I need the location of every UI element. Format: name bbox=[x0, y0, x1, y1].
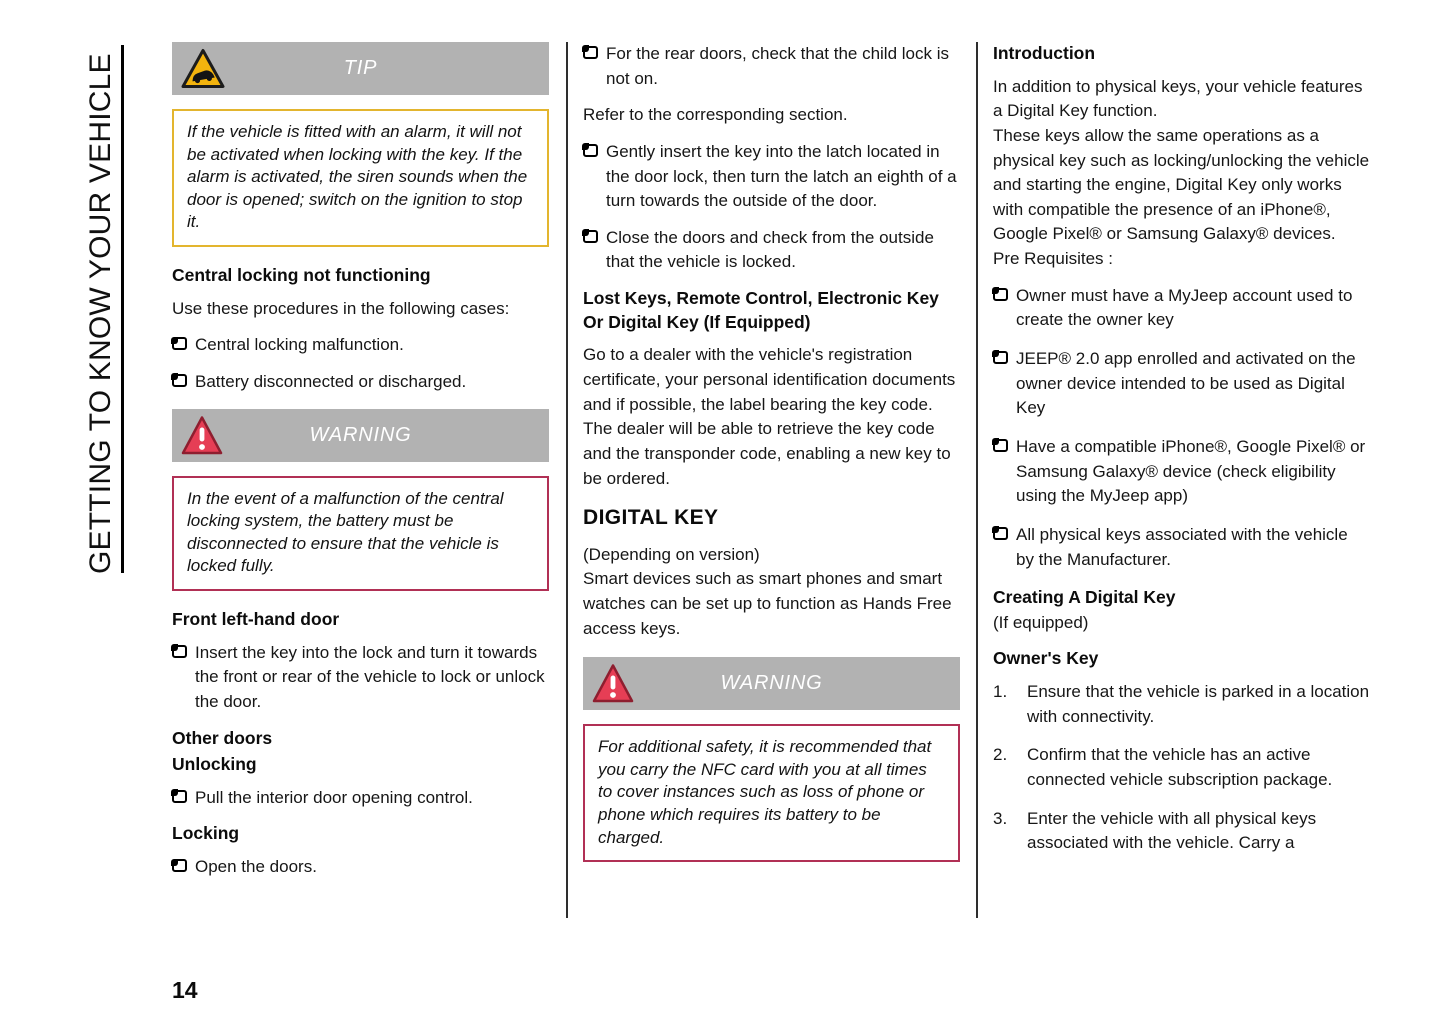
square-bullet-icon bbox=[993, 288, 1008, 301]
column-left bbox=[172, 42, 549, 892]
square-bullet-icon bbox=[172, 374, 187, 387]
para-dealer-1: Go to a dealer with the vehicle's registration certificate, your personal identification documents and if possible, the label bearing the key code. bbox=[583, 345, 956, 414]
list-item-jeep-app bbox=[993, 347, 1370, 421]
step-text: Confirm that the vehicle has an active connected vehicle subscription package. bbox=[1027, 745, 1333, 789]
list-item-text: Battery disconnected or discharged. bbox=[195, 371, 467, 391]
column-divider-left bbox=[566, 42, 568, 918]
list-item-text: All physical keys associated with the vehicle by the Manufacturer. bbox=[1016, 524, 1348, 569]
square-bullet-icon bbox=[172, 859, 187, 872]
warning-note-text: In the event of a malfunction of the central locking system, the battery must be disconnected to ensure that the vehicle is locked fully. bbox=[187, 488, 504, 576]
list-item-text: Central locking malfunction. bbox=[195, 335, 404, 355]
list-item-rear-doors bbox=[583, 42, 960, 91]
warning-banner-label: WARNING bbox=[309, 423, 412, 446]
list-item-open-doors bbox=[172, 855, 549, 880]
heading-creating-digital-key: Creating A Digital Key bbox=[993, 587, 1176, 608]
warning-note-box bbox=[172, 476, 549, 591]
square-bullet-icon bbox=[993, 351, 1008, 364]
list-item-text: JEEP® 2.0 app enrolled and activated on the owner device intended to be used as Digital Key bbox=[1016, 349, 1356, 418]
para-refer-section: Refer to the corresponding section. bbox=[583, 105, 848, 125]
para-intro-2: These keys allow the same operations as a physical key such as locking/unlocking the vehicle and starting the engine, Digital Key only works with compatible the presence of an iPhone®, Google Pixel® or Samsung Galaxy® devices. bbox=[993, 125, 1370, 244]
heading-introduction: Introduction bbox=[993, 43, 1096, 63]
tip-banner-label: TIP bbox=[343, 57, 378, 79]
tip-banner bbox=[172, 42, 549, 95]
list-item-text: Close the doors and check from the outside that the vehicle is locked. bbox=[606, 227, 934, 272]
heading-central-locking: Central locking not functioning bbox=[172, 265, 431, 286]
warning-note-box bbox=[583, 724, 960, 862]
column-right bbox=[993, 42, 1370, 870]
heading-locking: Locking bbox=[172, 823, 240, 844]
para-smart-devices: Smart devices such as smart phones and smart watches can be set up to function as Hands Free access keys. bbox=[583, 569, 952, 638]
para-use-procedures: Use these procedures in the following cases: bbox=[172, 298, 510, 318]
list-item-insert-key bbox=[172, 641, 549, 715]
list-item-all-keys bbox=[993, 523, 1370, 572]
column-divider-right bbox=[976, 42, 978, 918]
list-item-text: Have a compatible iPhone®, Google Pixel® or Samsung Galaxy® device (check eligibility using the MyJeep app) bbox=[1016, 436, 1366, 506]
warning-banner bbox=[583, 657, 960, 710]
square-bullet-icon bbox=[993, 527, 1008, 540]
step-text: Ensure that the vehicle is parked in a location with connectivity. bbox=[1027, 682, 1370, 726]
square-bullet-icon bbox=[583, 144, 598, 157]
warning-triangle-icon bbox=[181, 415, 223, 456]
square-bullet-icon bbox=[172, 645, 187, 658]
list-item-gently-insert bbox=[583, 140, 960, 214]
list-item-text: For the rear doors, check that the child lock is not on. bbox=[606, 44, 949, 88]
step-item-3 bbox=[993, 807, 1370, 856]
step-number: 2. bbox=[993, 745, 1008, 765]
page-number: 14 bbox=[172, 977, 198, 1003]
warning-banner bbox=[172, 409, 549, 462]
list-item-battery bbox=[172, 370, 549, 395]
list-item-central-malfunction bbox=[172, 333, 549, 358]
chapter-title-vertical: GETTING TO KNOW YOUR VEHICLE bbox=[84, 53, 117, 574]
step-item-2 bbox=[993, 743, 1370, 792]
list-item-pull-control bbox=[172, 786, 549, 811]
step-number: 1. bbox=[993, 682, 1008, 702]
heading-unlocking: Unlocking bbox=[172, 754, 257, 775]
column-middle bbox=[583, 42, 960, 879]
para-prerequisites: Pre Requisites : bbox=[993, 249, 1113, 269]
heading-digital-key: DIGITAL KEY bbox=[583, 506, 719, 530]
list-item-myjeep-account bbox=[993, 284, 1370, 333]
square-bullet-icon bbox=[172, 337, 187, 350]
list-item-compatible-device bbox=[993, 435, 1370, 509]
heading-lost-keys: Lost Keys, Remote Control, Electronic Key Or Digital Key (If Equipped) bbox=[583, 288, 939, 332]
tip-note-text: If the vehicle is fitted with an alarm, it will not be activated when locking with the key. If the alarm is activated, the siren sounds when the door is opened; switch on the ignition to stop it. bbox=[187, 122, 528, 232]
square-bullet-icon bbox=[172, 790, 187, 803]
list-item-text: Pull the interior door opening control. bbox=[195, 787, 473, 807]
step-item-1 bbox=[993, 680, 1370, 729]
list-item-text: Open the doors. bbox=[195, 857, 317, 877]
step-number: 3. bbox=[993, 808, 1008, 828]
warning-banner-label: WARNING bbox=[720, 672, 823, 695]
list-item-text: Insert the key into the lock and turn it towards the front or rear of the vehicle to lock or unlock the door. bbox=[195, 642, 545, 711]
chapter-title-rule bbox=[121, 45, 124, 573]
heading-owners-key: Owner's Key bbox=[993, 648, 1099, 669]
heading-front-door: Front left-hand door bbox=[172, 609, 340, 630]
tip-triangle-icon bbox=[181, 48, 225, 89]
step-text: Enter the vehicle with all physical keys associated with the vehicle. Carry a bbox=[1027, 808, 1317, 853]
warning-note-text: For additional safety, it is recommended that you carry the NFC card with you at all times to cover instances such as loss of phone or phone which requires its battery to be charged. bbox=[598, 737, 932, 847]
square-bullet-icon bbox=[583, 46, 598, 59]
heading-other-doors: Other doors bbox=[172, 727, 273, 748]
list-item-text: Owner must have a MyJeep account used to create the owner key bbox=[1016, 285, 1353, 330]
para-dealer-2: The dealer will be able to retrieve the key code and the transponder code, enabling a new key to be ordered. bbox=[583, 419, 951, 488]
square-bullet-icon bbox=[583, 230, 598, 243]
list-item-text: Gently insert the key into the latch located in the door lock, then turn the latch an eighth of a turn towards the outside of the door. bbox=[606, 141, 957, 211]
para-depending-version: (Depending on version) bbox=[583, 544, 760, 564]
warning-triangle-icon bbox=[592, 663, 634, 704]
tip-note-box bbox=[172, 109, 549, 247]
list-item-close-doors bbox=[583, 226, 960, 275]
para-if-equipped: (If equipped) bbox=[993, 612, 1089, 632]
para-intro-1: In addition to physical keys, your vehicle features a Digital Key function. bbox=[993, 76, 1363, 121]
square-bullet-icon bbox=[993, 439, 1008, 452]
